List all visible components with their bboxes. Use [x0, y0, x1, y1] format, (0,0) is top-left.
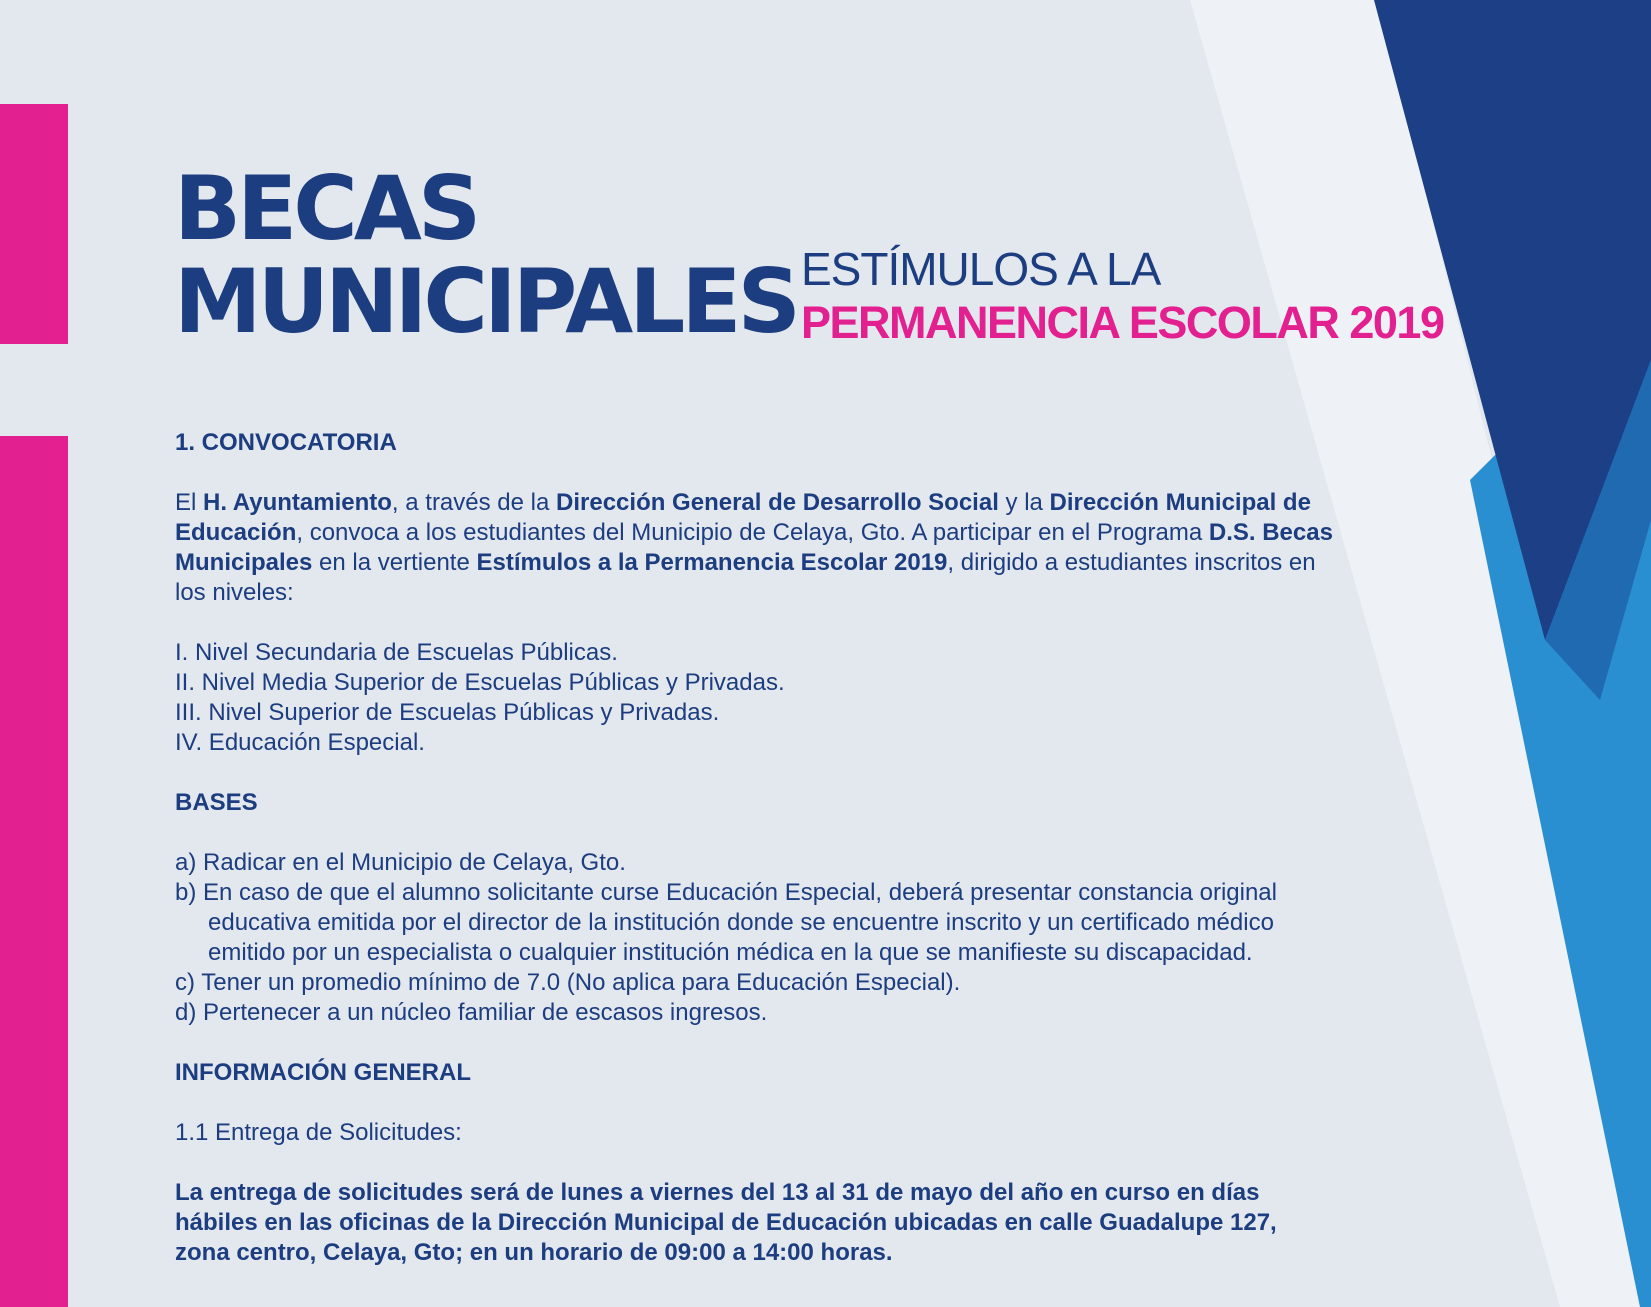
subtitle-estimulos: ESTÍMULOS A LA: [801, 243, 1161, 295]
title-becas: BECAS: [174, 157, 478, 260]
base-item: c) Tener un promedio mínimo de 7.0 (No aplica para Educación Especial).: [175, 969, 961, 996]
document-body: [175, 428, 1335, 1268]
level-item: II. Nivel Media Superior de Escuelas Públicas y Privadas.: [175, 669, 785, 696]
base-item: b) En caso de que el alumno solicitante curse Educación Especial, deberá presentar constancia original educativa emitida por el director de la institución donde se encuentre inscrito y un certificado médico emitido por un especialista o cualquier institución médica en la que se manifieste su discapacidad.: [175, 879, 1277, 966]
base-item: a) Radicar en el Municipio de Celaya, Gto.: [175, 849, 626, 876]
entrega-subheading: 1.1 Entrega de Solicitudes:: [175, 1119, 462, 1146]
level-item: I. Nivel Secundaria de Escuelas Públicas.: [175, 639, 618, 666]
convocatoria-heading: 1. CONVOCATORIA: [175, 429, 397, 456]
subtitle-permanencia: PERMANENCIA ESCOLAR 2019: [801, 297, 1444, 348]
entrega-details: La entrega de solicitudes será de lunes a viernes del 13 al 31 de mayo del año en curso en días hábiles en las oficinas de la Dirección Municipal de Educación ubicadas en calle Guadalupe 127, zona centro, Celaya, Gto; en un horario de 09:00 a 14:00 horas.: [175, 1179, 1277, 1266]
level-item: IV. Educación Especial.: [175, 729, 425, 756]
bases-heading: BASES: [175, 789, 258, 816]
level-item: III. Nivel Superior de Escuelas Públicas y Privadas.: [175, 699, 720, 726]
base-item: d) Pertenecer a un núcleo familiar de escasos ingresos.: [175, 999, 768, 1026]
convocatoria-paragraph: El H. Ayuntamiento, a través de la Dirección General de Desarrollo Social y la Dirección Municipal de Educación, convoca a los estudiantes del Municipio de Celaya, Gto. A participar en el Programa D.S. Becas Municipales en la vertiente Estímulos a la Permanencia Escolar 2019, dirigido a estudiantes inscritos en los niveles:: [175, 489, 1333, 606]
title-municipales: MUNICIPALES: [174, 250, 797, 353]
pink-accent-bar-top: [0, 104, 68, 344]
informacion-heading: INFORMACIÓN GENERAL: [175, 1059, 471, 1086]
pink-accent-bar-bottom: [0, 436, 68, 1307]
